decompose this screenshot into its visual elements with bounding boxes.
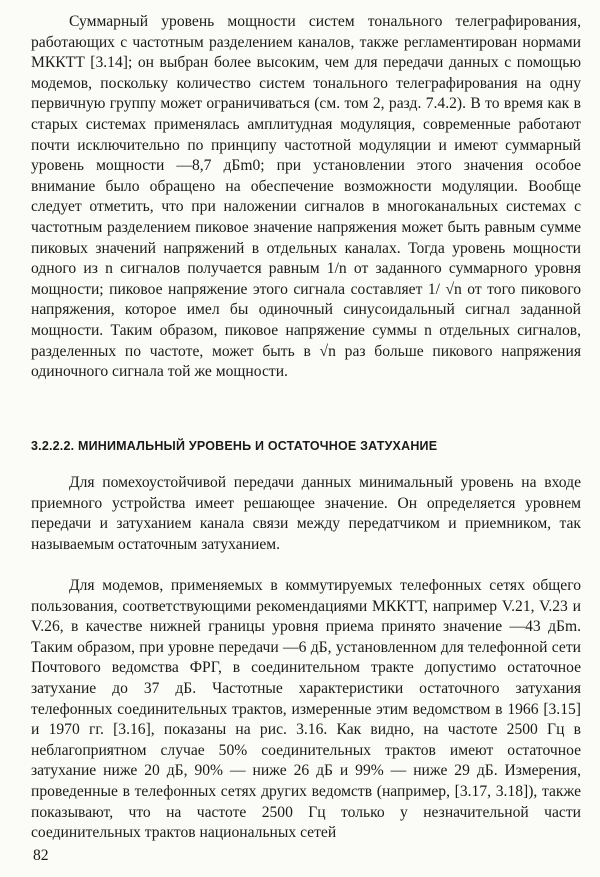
paragraph-power-level: Суммарный уровень мощности систем тонального телеграфирования, работающих с частотным разделением каналов, также регламентирован нормами МККТТ [3.14]; он выбран более высоким, чем для передачи данных с помощью модемов, поскольку количество систем тонального телеграфирования на одну первичную группу может ограничиваться (см. том 2, разд. 7.4.2). В то время как в старых системах применялась амплитудная модуляция, современные работают почти исключительно по принципу частотной модуляции и имеют суммарный уровень мощности —8,7 дБm0; при установлении этого значения особое внимание было обращено на обеспечение возможности модуляции. Вообще следует отметить, что при наложении сигналов в многоканальных системах с частотным разделением пиковое значение напряжения может быть равным сумме пиковых значений напряжений в отдельных каналах. Тогда уровень мощности одного из n сигналов получается равным 1/n от заданного суммарного уровня мощности; пиковое напряжение этого сигнала составляет 1/ √n от того пикового напряжения, которое имел бы одиночный синусоидальный сигнал заданной мощности. Таким образом, пиковое напряжение суммы n отдельных сигналов, разделенных по частоте, может быть в √n раз больше пикового напряжения одиночного сигнала той же мощности. [31,13,581,381]
paragraph-min-level: Для помехоустойчивой передачи данных минимальный уровень на входе приемного устройства имеет решающее значение. Он определяется уровнем передачи и затуханием канала связи между передатчиком и приемником, так называемым остаточным затуханием. [31,474,581,553]
paragraph-modems-attenuation: Для модемов, применяемых в коммутируемых телефонных сетях общего пользования, соответствующими рекомендациями МККТТ, например V.21, V.23 и V.26, в качестве нижней границы уровня приема принято значение —43 дБm. Таким образом, при уровне передачи —6 дБ, установленном для телефонной сети Почтового ведомства ФРГ, в соединительном тракте допустимо остаточное затухание до 37 дБ. Частотные характеристики остаточного затухания телефонных соединительных трактов, измеренные этим ведомством в 1966 [3.15] и 1970 гг. [3.16], показаны на рис. 3.16. Как видно, на частоте 2500 Гц в неблагоприятном случае 50% соединительных трактов имеют остаточное затухание ниже 20 дБ, 90% — ниже 26 дБ и 99% — ниже 29 дБ. Измерения, проведенные в телефонных сетях других ведомств (например, [3.17, 3.18]), также показывают, что на частоте 2500 Гц только у незначительной части соединительных трактов национальных сетей [31,577,581,842]
section-heading: 3.2.2.2. МИНИМАЛЬНЫЙ УРОВЕНЬ И ОСТАТОЧНОЕ ЗАТУХАНИЕ [31,439,438,453]
page-number: 82 [33,847,49,864]
